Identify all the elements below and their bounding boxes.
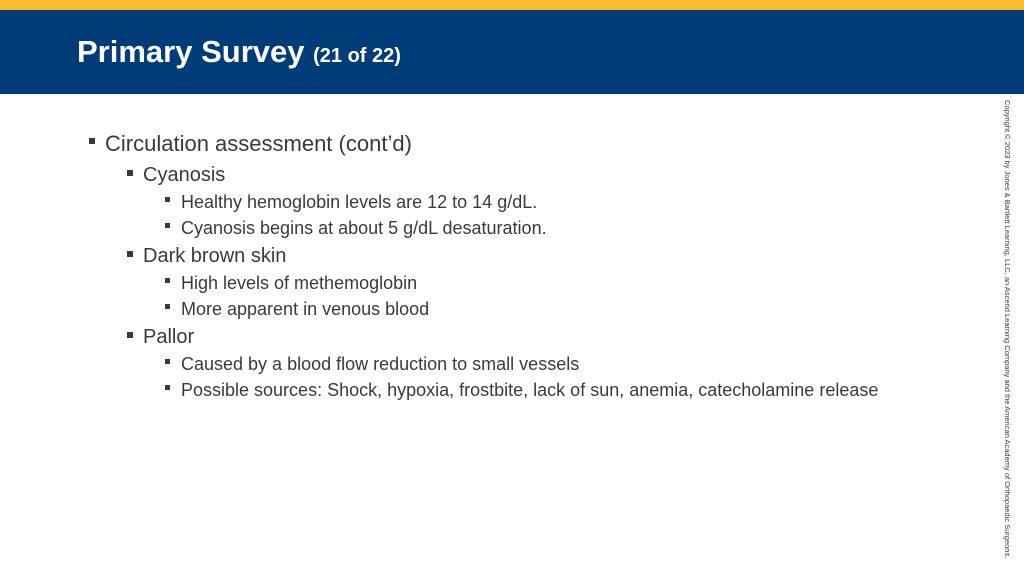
detail-bullet-item bbox=[0, 270, 990, 296]
detail-bullet-text: Possible sources: Shock, hypoxia, frostbite, lack of sun, anemia, catecholamine release bbox=[181, 380, 879, 400]
bullet-marker-icon bbox=[165, 304, 170, 309]
detail-bullet-text: More apparent in venous blood bbox=[181, 299, 430, 319]
sub-bullet-text: Dark brown skin bbox=[143, 245, 287, 267]
detail-bullet-item bbox=[0, 351, 990, 377]
bullet-marker-icon bbox=[127, 251, 133, 257]
sub-bullet-item bbox=[0, 242, 990, 270]
detail-bullet-item bbox=[0, 215, 990, 241]
accent-bar bbox=[0, 0, 1024, 10]
slide-title-text: Primary Survey bbox=[77, 34, 305, 69]
detail-bullet-text: High levels of methemoglobin bbox=[181, 273, 418, 293]
sub-bullet-text: Pallor bbox=[143, 326, 195, 348]
sub-bullet-text: Cyanosis bbox=[143, 164, 226, 186]
bullet-marker-icon bbox=[89, 138, 95, 144]
detail-bullet-item bbox=[0, 189, 990, 215]
detail-bullet-item bbox=[0, 296, 990, 322]
bullet-list bbox=[0, 128, 990, 403]
copyright-notice: Copyright © 2023 by Jones & Bartlett Learning, LLC, an Ascend Learning Company and the American Academy of Orthopaedic Surgeons. bbox=[1003, 100, 1012, 559]
bullet-marker-icon bbox=[165, 359, 170, 364]
bullet-text: Circulation assessment (cont’d) bbox=[105, 131, 412, 156]
title-banner bbox=[0, 10, 1024, 94]
slide-title bbox=[77, 34, 401, 74]
bullet-marker-icon bbox=[165, 385, 170, 390]
detail-bullet-text: Healthy hemoglobin levels are 12 to 14 g/dL. bbox=[181, 192, 538, 212]
sub-bullet-item bbox=[0, 323, 990, 351]
detail-bullet-text: Caused by a blood flow reduction to small vessels bbox=[181, 354, 580, 374]
sub-bullet-item bbox=[0, 161, 990, 189]
bullet-marker-icon bbox=[165, 278, 170, 283]
bullet-marker-icon bbox=[165, 223, 170, 228]
bullet-marker-icon bbox=[165, 197, 170, 202]
detail-bullet-item bbox=[0, 377, 990, 403]
detail-bullet-text: Cyanosis begins at about 5 g/dL desaturation. bbox=[181, 218, 547, 238]
bullet-item bbox=[0, 128, 990, 160]
bullet-marker-icon bbox=[127, 170, 133, 176]
slide-counter: (21 of 22) bbox=[313, 45, 401, 67]
bullet-marker-icon bbox=[127, 332, 133, 338]
